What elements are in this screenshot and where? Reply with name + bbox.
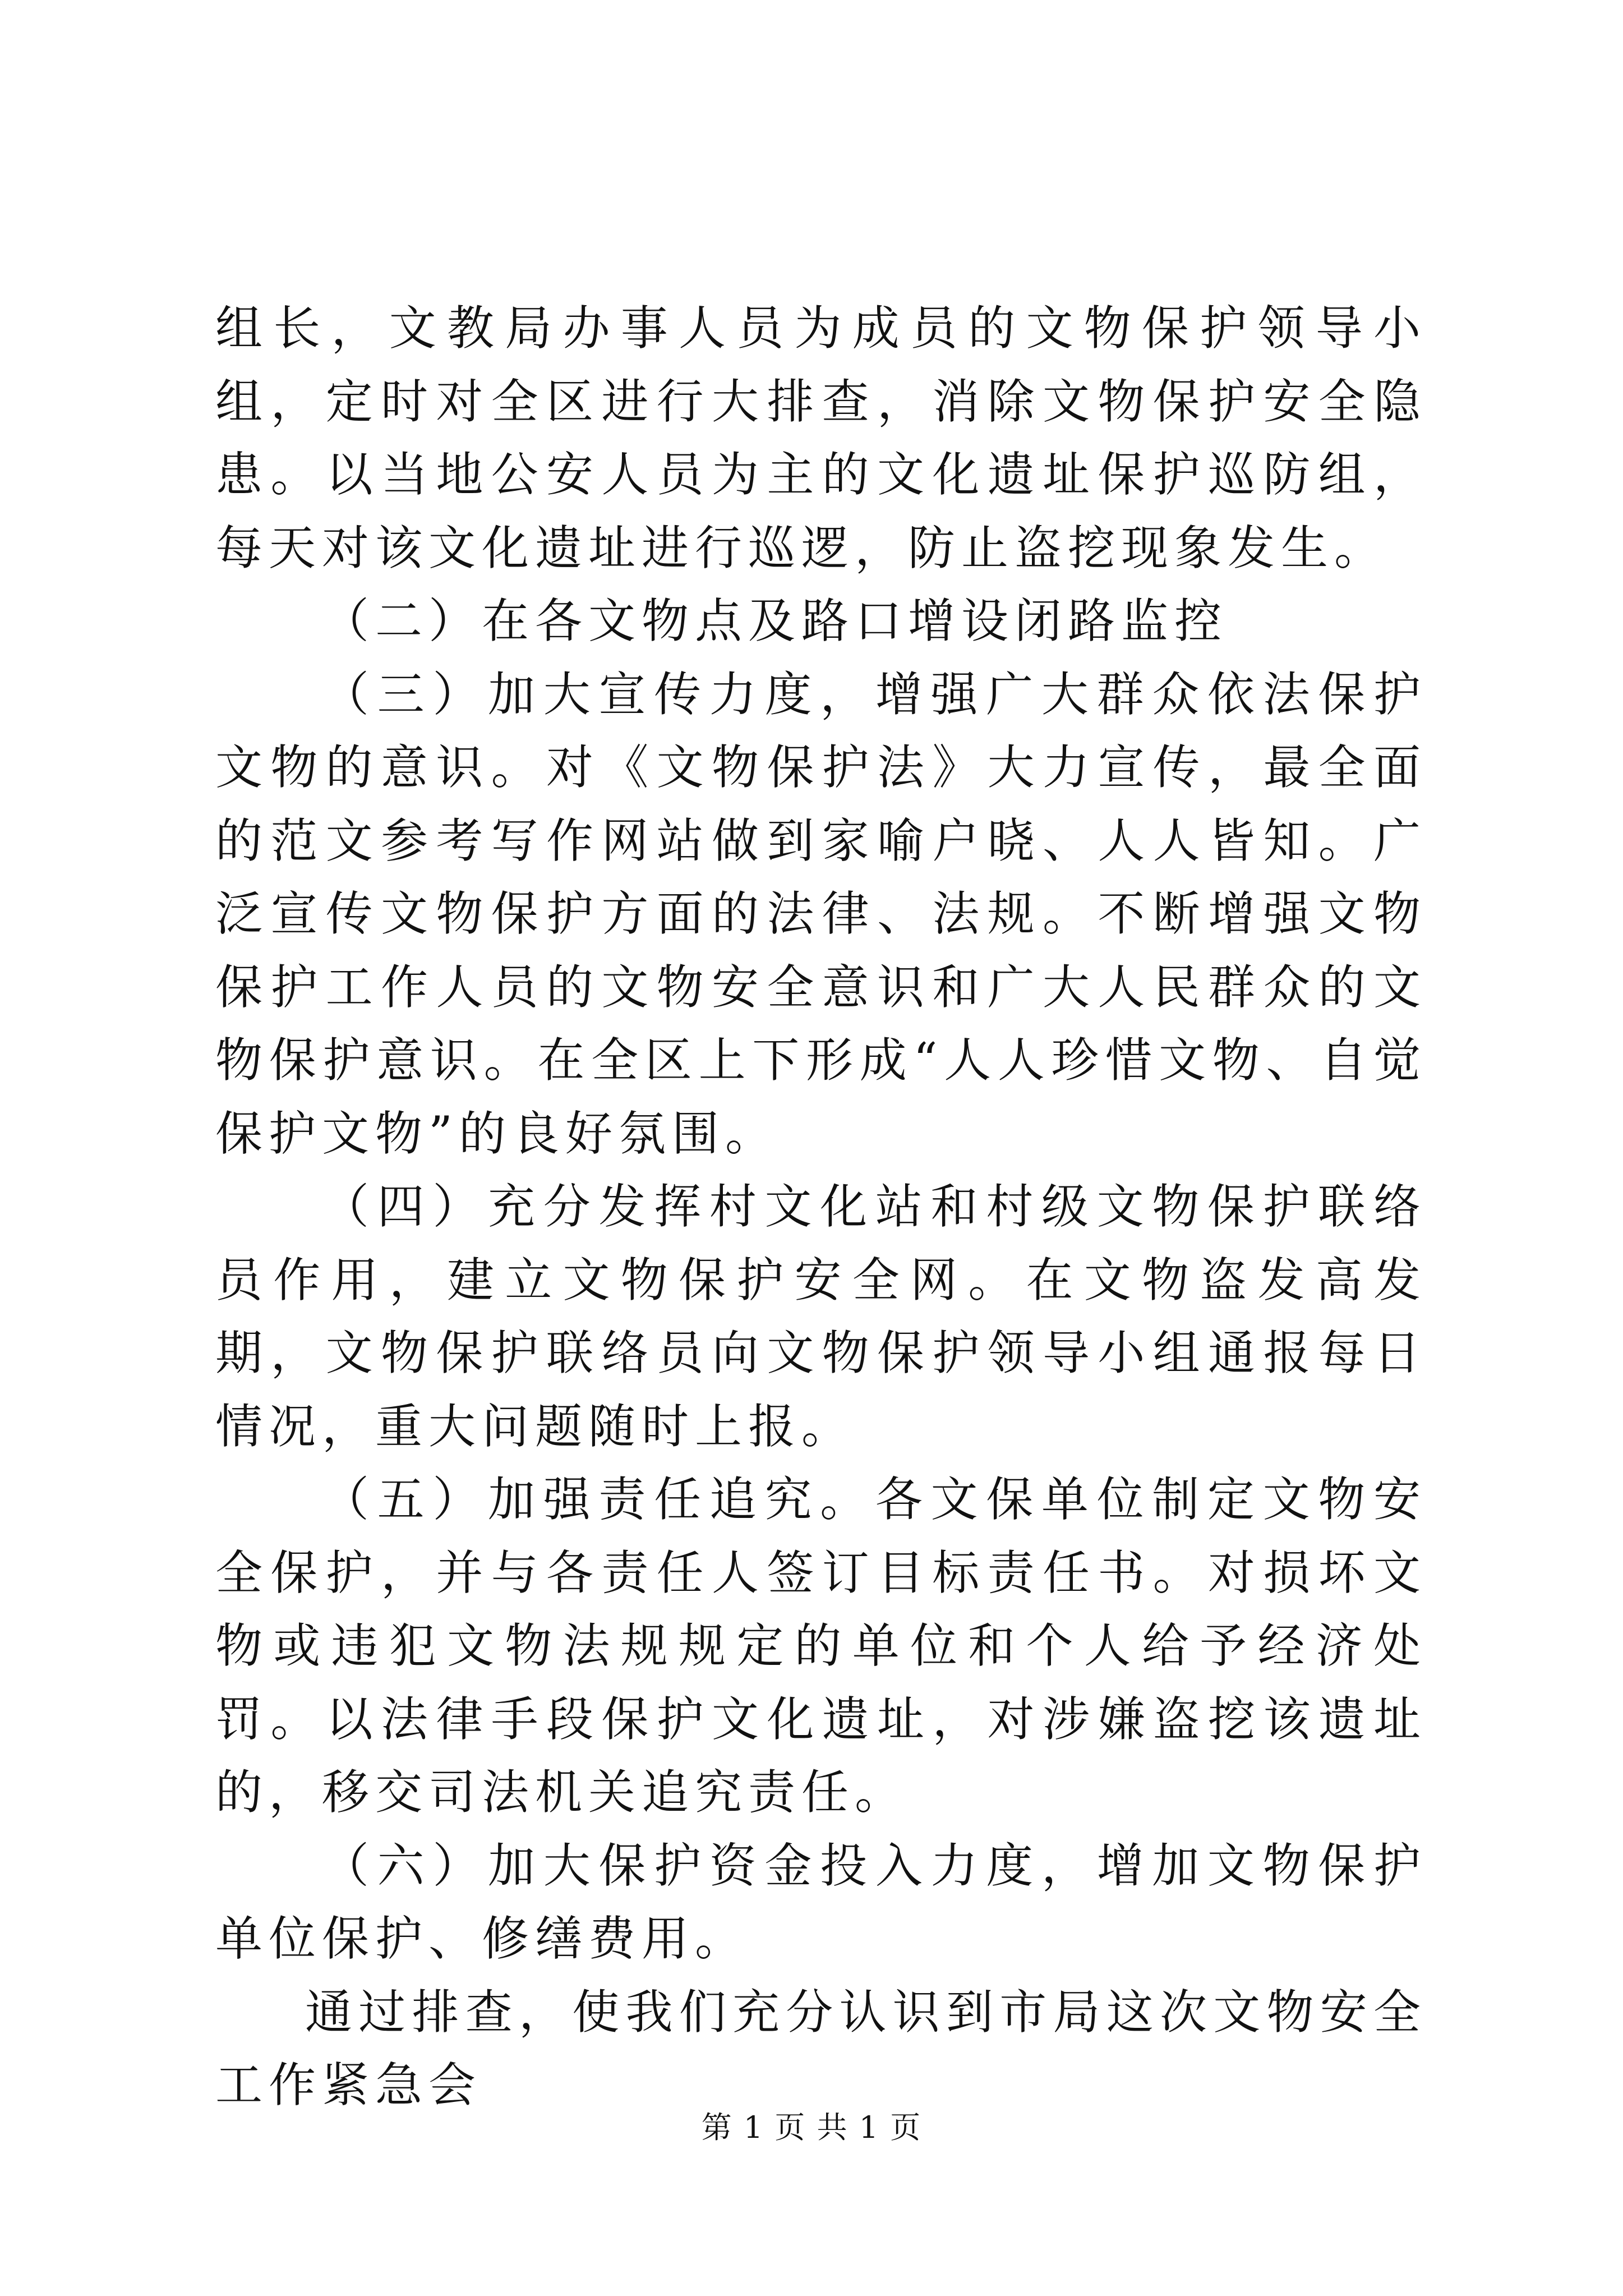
paragraph-item-5: （五）加强责任追究。各文保单位制定文物安全保护，并与各责任人签订目标责任书。对损坏文物或违犯文物法规规定的单位和个人给予经济处罚。以法律手段保护文化遗址，对涉嫌盗挖该遗址的，移交司法机关追究责任。 [215,1472,1427,1820]
paragraph-item-6: （六）加大保护资金投入力度，增加文物保护单位保护、修缮费用。 [215,1838,1427,1966]
paragraph-item-3: （三）加大宣传力度，增强广大群众依法保护文物的意识。对《文物保护法》大力宣传，最全面的范文参考写作网站做到家喻户晓、人人皆知。广泛宣传文物保护方面的法律、法规。不断增强文物保护工作人员的文物安全意识和广大人民群众的文物保护意识。在全区上下形成“人人珍惜文物、自觉保护文物”的良好氛围。 [215,666,1427,1161]
page-footer: 第 1 页 共 1 页 [701,2110,922,2145]
paragraph-continuation: 组长，文教局办事人员为成员的文物保护领导小组，定时对全区进行大排查，消除文物保护安全隐患。以当地公安人员为主的文化遗址保护巡防组，每天对该文化遗址进行巡逻，防止盗挖现象发生。 [215,301,1427,576]
document-body [215,292,1427,2122]
paragraph-item-4: （四）充分发挥村文化站和村级文物保护联络员作用，建立文物保护安全网。在文物盗发高发期，文物保护联络员向文物保护领导小组通报每日情况，重大问题随时上报。 [215,1179,1427,1454]
paragraph-closing: 通过排查，使我们充分认识到市局这次文物安全工作紧急会 [215,1984,1427,2113]
paragraph-item-2: （二）在各文物点及路口增设闭路监控 [322,593,1228,648]
